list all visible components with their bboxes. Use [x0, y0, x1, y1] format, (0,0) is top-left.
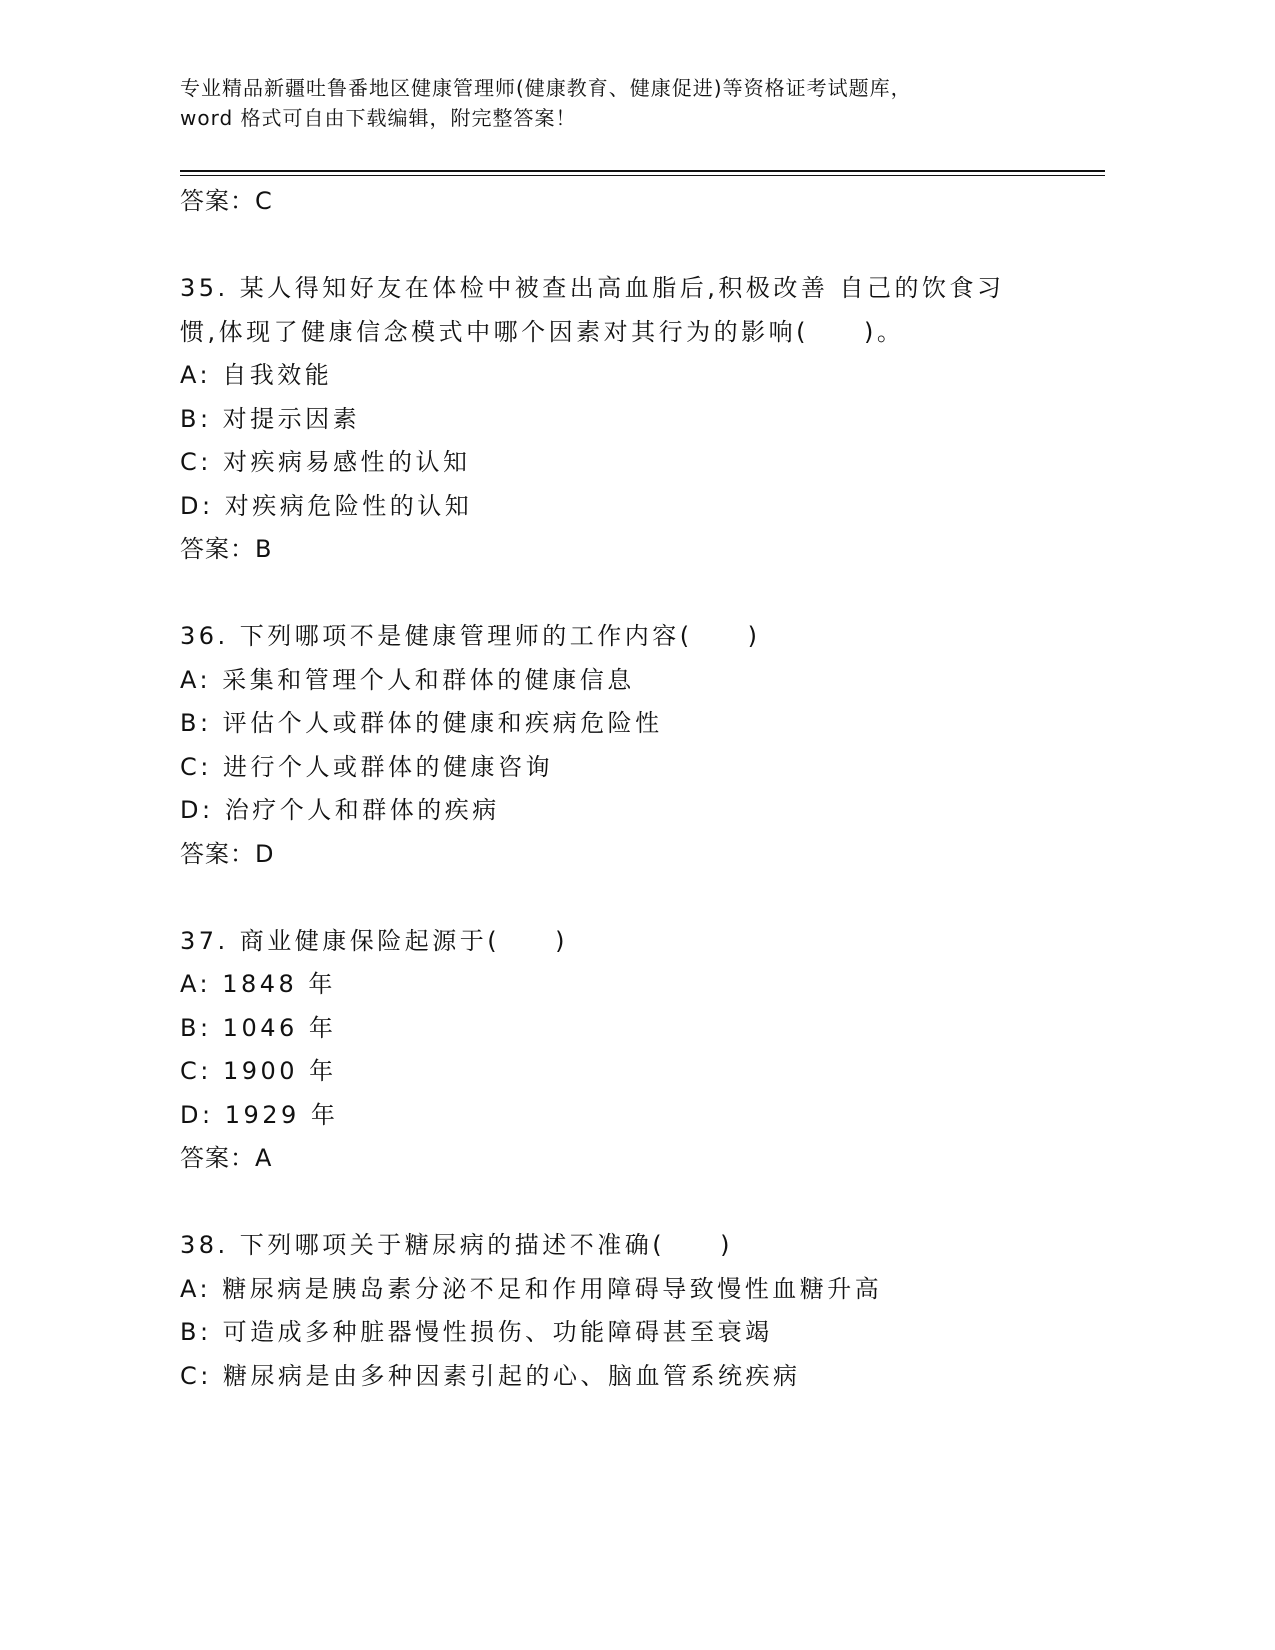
question-text: 37. 商业健康保险起源于( ) — [180, 926, 569, 955]
question-text: 38. 下列哪项关于糖尿病的描述不准确( ) — [180, 1231, 734, 1259]
option: C: 1900 年 — [180, 1057, 337, 1085]
question-text: 36. 下列哪项不是健康管理师的工作内容( ) — [180, 622, 761, 650]
document-body — [180, 180, 1120, 1398]
answer: 答案：D — [180, 839, 275, 868]
option: A: 1848 年 — [180, 970, 336, 998]
option: D: 1929 年 — [180, 1100, 339, 1129]
header-line-2: word 格式可自由下载编辑，附完整答案！ — [180, 106, 577, 130]
option: C: 进行个人或群体的健康咨询 — [180, 752, 553, 781]
previous-answer: 答案：C — [180, 187, 273, 215]
option: B: 可造成多种脏器慢性损伤、功能障碍甚至衰竭 — [180, 1318, 773, 1346]
option: C: 糖尿病是由多种因素引起的心、脑血管系统疾病 — [180, 1361, 801, 1390]
option: B: 评估个人或群体的健康和疾病危险性 — [180, 709, 663, 737]
blank-line — [180, 876, 1120, 920]
option: B: 对提示因素 — [180, 404, 361, 433]
option: B: 1046 年 — [180, 1013, 337, 1042]
answer: 答案：B — [180, 535, 273, 563]
option: A: 糖尿病是胰岛素分泌不足和作用障碍导致慢性血糖升高 — [180, 1274, 883, 1303]
option: A: 自我效能 — [180, 361, 333, 389]
blank-line — [180, 224, 1120, 268]
blank-line — [180, 572, 1120, 616]
answer: 答案：A — [180, 1144, 273, 1172]
header-divider — [180, 170, 1105, 172]
blank-line — [180, 1181, 1120, 1225]
option: A: 采集和管理个人和群体的健康信息 — [180, 665, 635, 694]
option: C: 对疾病易感性的认知 — [180, 448, 471, 476]
question-text: 35. 某人得知好友在体检中被查出高血脂后,积极改善 自己的饮食习 — [180, 274, 1005, 302]
header-line-1: 专业精品新疆吐鲁番地区健康管理师(健康教育、健康促进)等资格证考试题库， — [180, 76, 912, 100]
header-divider-2 — [180, 175, 1105, 176]
question-text: 惯,体现了健康信念模式中哪个因素对其行为的影响( )。 — [180, 317, 905, 346]
option: D: 对疾病危险性的认知 — [180, 491, 473, 520]
option: D: 治疗个人和群体的疾病 — [180, 796, 500, 824]
